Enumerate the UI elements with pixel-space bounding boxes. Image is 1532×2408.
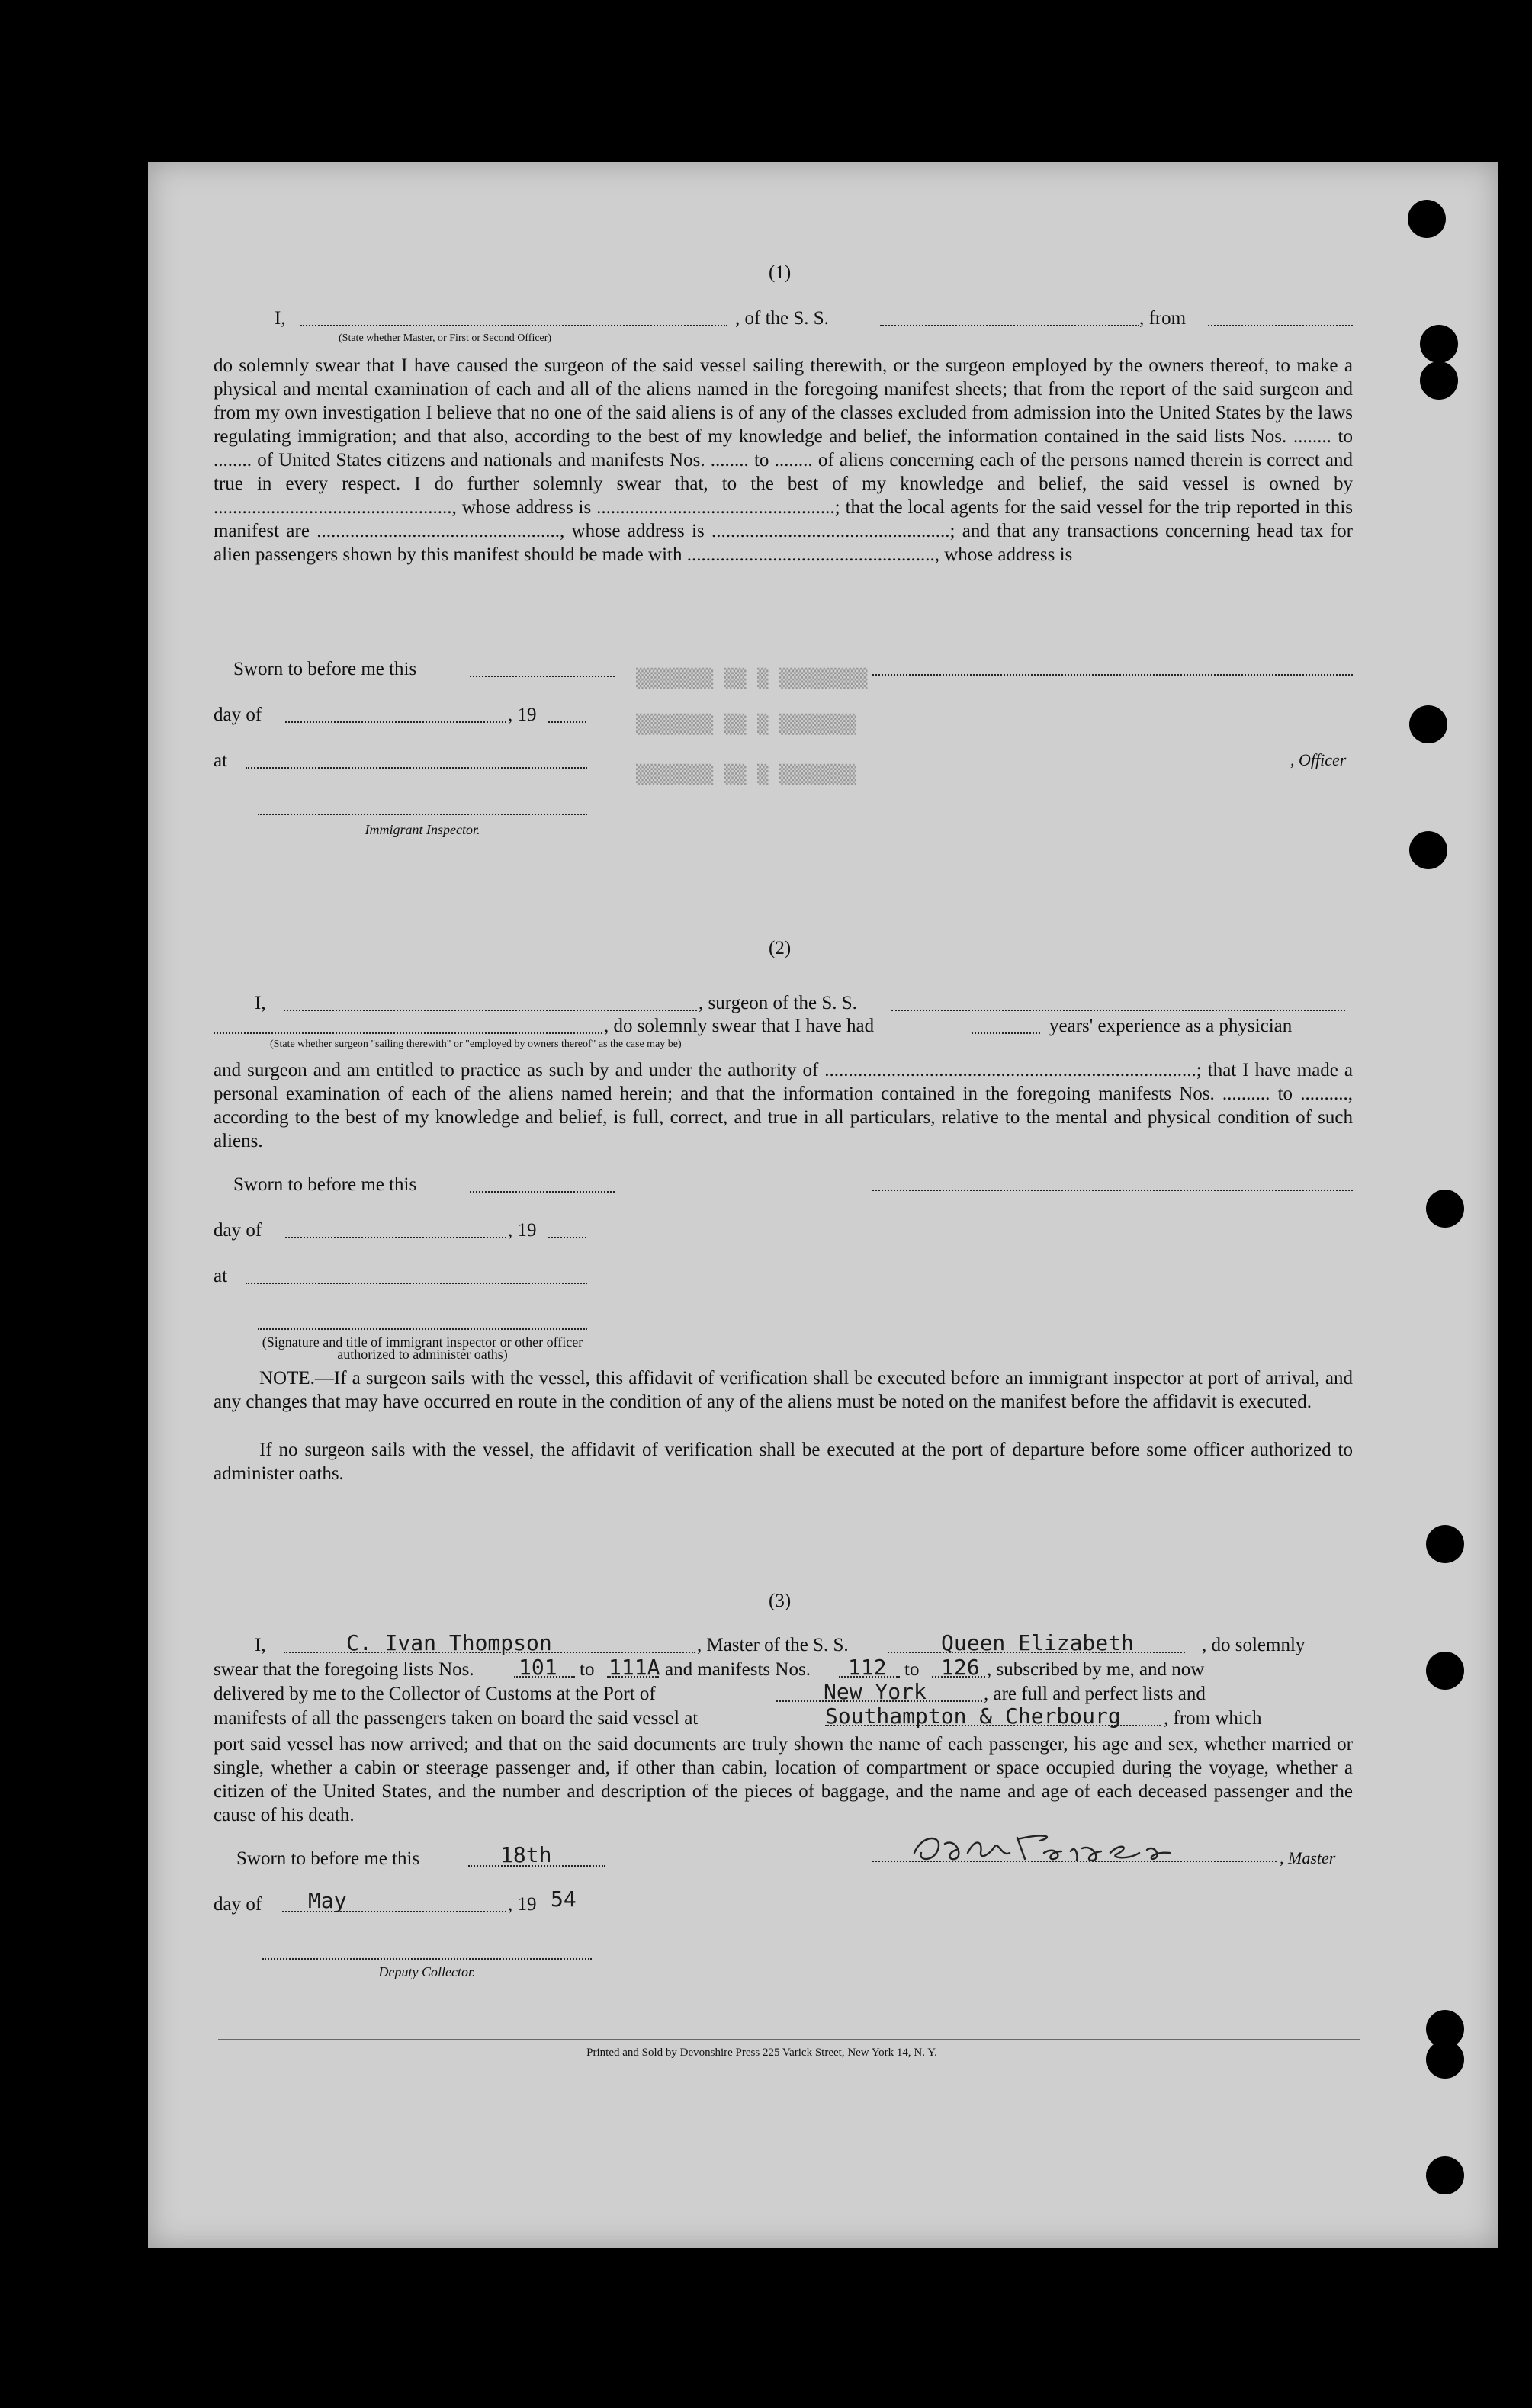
s1-sworn-label: Sworn to before me this (233, 659, 417, 679)
s1-sworn-blank (470, 662, 615, 677)
s3-departure: Southampton & Cherbourg (825, 1703, 1121, 1729)
s3-i-label: I, (255, 1635, 266, 1655)
s3-month: May (308, 1888, 347, 1913)
s3-master-name: C. Ivan Thompson (346, 1630, 552, 1655)
s3-to-1: to (580, 1659, 595, 1680)
s3-to-2: to (904, 1659, 920, 1680)
section-3-number: (3) (769, 1591, 792, 1611)
s2-state-blank (214, 1019, 602, 1034)
bleed-through-mark: ▒▒▒▒▒▒▒ ▒▒ ▒ ▒▒▒▒▒▒▒▒ (636, 668, 868, 689)
binder-hole (1408, 200, 1446, 238)
s1-inspector-signature-line (258, 814, 587, 815)
s3-swear-lists: swear that the foregoing lists Nos. (214, 1659, 474, 1680)
s3-oath-body: port said vessel has now arrived; and that on the said documents are truly shown the name of each passenger, his age and sex, whether married or single, whether a cabin or steerage passenger and, if other than cabin, location of compartment or space occupied during the voyage, whether a citizen of the United States, and the number and description of the pieces of baggage, and the name and age of each deceased passenger and the cause of his death. (214, 1734, 1353, 1825)
s1-i-label: I, (275, 308, 286, 329)
s2-surgeon-of: , surgeon of the S. S. (699, 993, 857, 1013)
s2-inspector-caption: (Signature and title of immigrant inspector or other officer authorized to administer oaths) (262, 1334, 583, 1362)
s3-manifests-all: manifests of all the passengers taken on board the said vessel at (214, 1708, 699, 1729)
binder-hole (1426, 1525, 1464, 1563)
s3-delivered: delivered by me to the Collector of Customs at the Port of (214, 1684, 656, 1704)
s3-subscribed: , subscribed by me, and now (987, 1659, 1205, 1680)
s1-day-of-label: day of (214, 705, 262, 725)
s2-surgeon-blank (284, 996, 697, 1011)
s3-collector-signature-line (262, 1958, 592, 1960)
s2-note-2: If no surgeon sails with the vessel, the affidavit of verification shall be executed at the port of departure before some officer authorized to administer oaths. (214, 1440, 1353, 1484)
binder-hole (1426, 1190, 1464, 1228)
s1-at-label: at (214, 750, 228, 771)
s3-year-suffix: 54 (551, 1886, 577, 1912)
s1-officer-blank (300, 311, 727, 326)
bleed-through-mark: ▒▒▒▒▒▒▒ ▒▒ ▒ ▒▒▒▒▒▒▒ (636, 764, 856, 785)
s2-i-label: I, (255, 993, 266, 1013)
section-1-number: (1) (769, 262, 792, 283)
s1-officer-label: , Officer (1290, 750, 1347, 769)
s2-day-blank (285, 1223, 506, 1238)
s3-sworn-label: Sworn to before me this (236, 1848, 420, 1869)
binder-hole (1420, 325, 1458, 363)
binder-hole (1409, 831, 1447, 869)
s1-of-ss: , of the S. S. (735, 308, 829, 329)
s2-year-label: , 19 (508, 1220, 537, 1241)
binder-hole (1409, 705, 1447, 743)
s2-surgeon-signature-line (872, 1190, 1353, 1191)
s2-note-1: NOTE.—If a surgeon sails with the vessel, this affidavit of verification shall be executed before an immigrant inspector at port of arrival, and any changes that may have occurred en route in the condition of any of the aliens must be noted on the manifest before the affidavit is executed. (214, 1368, 1353, 1412)
master-signature (911, 1830, 1208, 1867)
binder-hole (1426, 1652, 1464, 1690)
s2-swear-had: , do solemnly swear that I have had (604, 1016, 875, 1036)
s2-at-blank (246, 1269, 587, 1284)
s1-from: , from (1139, 308, 1187, 329)
s3-full-perfect: , are full and perfect lists and (984, 1684, 1206, 1704)
s1-state-caption: (State whether Master, or First or Second Officer) (339, 332, 552, 344)
s2-year-blank (548, 1223, 586, 1238)
s1-year-blank (548, 708, 586, 723)
s2-years-blank (972, 1019, 1040, 1034)
s3-man-to: 126 (941, 1655, 980, 1680)
s1-oath-body: do solemnly swear that I have caused the surgeon of the said vessel sailing therewith, or the surgeon employed by the owners thereof, to make a physical and mental examination of each and all of the aliens named in the foregoing manifest sheets; that from the report of the said surgeon and from my own investigation I believe that no one of the said aliens is of any of the classes excluded from admission into the United States by the laws regulating immigration; and that also, according to the best of my knowledge and belief, the information contained in the said lists Nos. ........ to ........ of United States citizens and nationals and manifests Nos. ........ to ........ of aliens concerning each of the persons named therein is correct and true in every respect. I do further solemnly swear that, to the best of my knowledge and belief, the said vessel is owned by .................................................., whose address is ..................................................; that the local agents for the said vessel for the trip reported in this manifest are ..................................................., whose address is ..................................................; and that any transactions concerning head tax for alien passengers shown by this manifest should be made with ...................................................., whose address is (214, 355, 1353, 565)
binder-hole (1426, 2156, 1464, 2194)
s3-year-label: , 19 (508, 1894, 537, 1915)
s3-collector-caption: Deputy Collector. (378, 1964, 476, 1979)
s2-inspector-signature-line (258, 1328, 587, 1330)
manifest-page (148, 162, 1498, 2248)
s3-list-from: 101 (519, 1655, 557, 1680)
s1-inspector-caption: Immigrant Inspector. (365, 822, 480, 837)
s1-officer-signature-line (872, 674, 1353, 676)
s2-at-label: at (214, 1266, 228, 1286)
s2-oath-body: and surgeon and am entitled to practice as such by and under the authority of ..............................................................................; that I have made a personal examination of each of the aliens named herein; and that the information contained in the foregoing manifests Nos. .......... to .........., according to the best of my knowledge and belief, is full, correct, and true in all particulars, relative to the mental and physical condition of such aliens. (214, 1060, 1353, 1151)
s3-sworn-day: 18th (500, 1842, 552, 1867)
bleed-through-mark: ▒▒▒▒▒▒▒ ▒▒ ▒ ▒▒▒▒▒▒▒ (636, 714, 856, 735)
s3-master-of: , Master of the S. S. (697, 1635, 849, 1655)
s1-day-blank (285, 708, 506, 723)
s1-at-blank (246, 753, 587, 769)
s3-port: New York (824, 1679, 927, 1704)
s2-sworn-blank (470, 1177, 615, 1193)
s2-sworn-label: Sworn to before me this (233, 1174, 417, 1195)
s3-day-of-label: day of (214, 1894, 262, 1915)
s2-vessel-blank (891, 996, 1345, 1011)
s3-from-which: , from which (1164, 1708, 1262, 1729)
s1-year-label: , 19 (508, 705, 537, 725)
s2-state-caption: (State whether surgeon "sailing therewith" or "employed by owners thereof" as the case may be) (270, 1039, 682, 1050)
footer-rule (218, 2039, 1360, 2040)
binder-hole (1426, 2040, 1464, 2079)
s1-from-blank (1208, 311, 1353, 326)
s3-master-label: , Master (1280, 1848, 1336, 1867)
binder-hole (1420, 361, 1458, 400)
s3-do-solemnly: , do solemnly (1202, 1635, 1306, 1655)
s1-vessel-blank (880, 311, 1139, 326)
s2-day-of-label: day of (214, 1220, 262, 1241)
s3-man-from: 112 (848, 1655, 887, 1680)
s3-list-to: 111A (609, 1655, 660, 1680)
s2-years-exp: years' experience as a physician (1049, 1016, 1293, 1036)
s3-vessel-name: Queen Elizabeth (941, 1630, 1134, 1655)
section-2-number: (2) (769, 938, 792, 958)
printer-footer: Printed and Sold by Devonshire Press 225 Varick Street, New York 14, N. Y. (586, 2047, 937, 2059)
s3-and-manifests: and manifests Nos. (665, 1659, 811, 1680)
